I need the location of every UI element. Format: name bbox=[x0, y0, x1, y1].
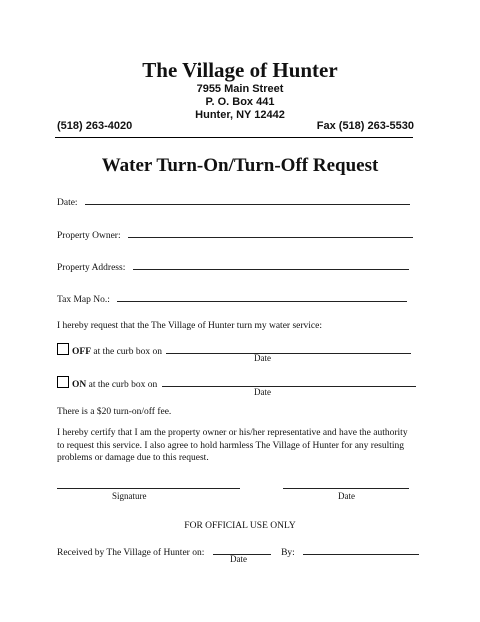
received-label: Received by The Village of Hunter on: bbox=[57, 548, 205, 558]
village-title: The Village of Hunter bbox=[142, 58, 338, 82]
property-address-field[interactable] bbox=[133, 259, 409, 270]
phone-number: (518) 263-4020 bbox=[57, 120, 133, 132]
address-street: 7955 Main Street bbox=[196, 83, 284, 95]
on-date-field[interactable] bbox=[162, 376, 416, 387]
received-date-caption: Date bbox=[230, 554, 247, 564]
received-by-field[interactable] bbox=[303, 544, 419, 555]
certify-text: I hereby certify that I am the property owner or his/her representative and have the authority to request this service. I also agree to hold harmless The Village of Hunter for any resulting problems or damage due to this request. bbox=[57, 428, 408, 463]
off-label-rest: at the curb box on bbox=[93, 347, 162, 357]
taxmap-field[interactable] bbox=[117, 291, 407, 302]
off-checkbox[interactable] bbox=[57, 343, 69, 355]
address-city: Hunter, NY 12442 bbox=[195, 109, 285, 121]
taxmap-field-row bbox=[57, 291, 407, 305]
signature-date-field[interactable] bbox=[283, 488, 409, 489]
date-field-row bbox=[57, 194, 410, 208]
header-divider bbox=[55, 137, 413, 138]
fee-text: There is a $20 turn-on/off fee. bbox=[57, 407, 172, 417]
off-date-caption: Date bbox=[254, 353, 271, 363]
signature-caption: Signature bbox=[112, 491, 147, 501]
request-text: I hereby request that the The Village of Hunter turn my water service: bbox=[57, 321, 322, 331]
signature-field[interactable] bbox=[57, 488, 240, 489]
on-label-rest: at the curb box on bbox=[88, 380, 158, 390]
on-label: ON bbox=[72, 380, 87, 390]
owner-label: Property Owner: bbox=[57, 231, 121, 241]
fax-number: Fax (518) 263-5530 bbox=[316, 120, 414, 132]
on-checkbox[interactable] bbox=[57, 376, 69, 388]
owner-field[interactable] bbox=[128, 227, 413, 238]
address-field-row bbox=[57, 259, 409, 273]
by-label: By: bbox=[281, 548, 295, 558]
off-option-row bbox=[72, 343, 411, 357]
off-label: OFF bbox=[72, 347, 91, 357]
taxmap-label: Tax Map No.: bbox=[57, 295, 110, 305]
on-date-caption: Date bbox=[254, 387, 271, 397]
address-pobox: P. O. Box 441 bbox=[205, 96, 275, 108]
off-date-field[interactable] bbox=[166, 343, 411, 354]
on-option-row bbox=[72, 376, 416, 390]
form-title: Water Turn-On/Turn-Off Request bbox=[101, 155, 379, 176]
property-address-label: Property Address: bbox=[57, 263, 126, 273]
date-field[interactable] bbox=[85, 194, 410, 205]
owner-field-row bbox=[57, 227, 413, 241]
signature-date-caption: Date bbox=[338, 491, 355, 501]
date-label: Date: bbox=[57, 198, 78, 208]
official-use-heading: FOR OFFICIAL USE ONLY bbox=[184, 521, 296, 531]
